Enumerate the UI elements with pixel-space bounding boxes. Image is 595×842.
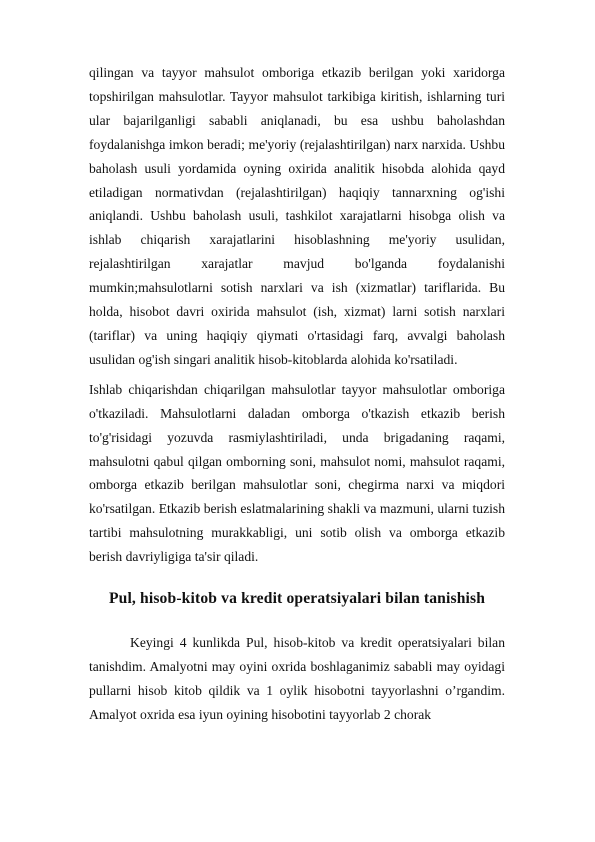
document-page	[89, 61, 505, 727]
body-paragraph-1: qilingan va tayyor mahsulot omboriga etkazib berilgan yoki xaridorga topshirilgan mahsulotlar. Tayyor mahsulot tarkibiga kiritish, ishlarning turi ular bajarilganligi sababli aniqlanadi, bu esa ushbu baholashdan foydalanishga imkon beradi; me'yoriy (rejalashtirilgan) narx narxida. Ushbu baholash usuli yordamida oyning oxirida analitik hisobda alohida qayd etiladigan normativdan (rejalashtirilgan) haqiqiy tannarxning og'ishi aniqlandi. Ushbu baholash usuli, tashkilot xarajatlarni hisobga olish va ishlab chiqarish xarajatlarini hisoblashning me'yoriy usulidan, rejalashtirilgan xarajatlar mavjud bo'lganda foydalanishi mumkin;mahsulotlarni sotish narxlari va ish (xizmatlar) tariflarida. Bu holda, hisobot davri oxirida mahsulot (ish, xizmat) larni sotish narxlari (tariflar) va uning haqiqiy qiymati o'rtasidagi farq, avvalgi baholash usulidan og'ish singari analitik hisob-kitoblarda alohida ko'rsatiladi.	[89, 65, 505, 367]
body-paragraph-2: Ishlab chiqarishdan chiqarilgan mahsulotlar tayyor mahsulotlar omboriga o'tkaziladi. Mahsulotlarni daladan omborga o'tkazish etkazib berish to'g'risidagi yozuvda rasmiylashtiriladi, unda brigadaning raqami, mahsulotni qabul qilgan omborning soni, mahsulot nomi, mahsulot raqami, omborga etkazib berilgan mahsulotlar soni, chegirma narxi va miqdori ko'rsatilgan. Etkazib berish eslatmalarining shakli va mazmuni, ularni tuzish tartibi mahsulotning murakkabligi, uni sotib olish va omborga etkazib berish davriyligiga ta'sir qiladi.	[89, 381, 505, 565]
section-paragraph: Keyingi 4 kunlikda Pul, hisob-kitob va kredit operatsiyalari bilan tanishdim. Amalyotni may oyini oxrida boshlaganimiz sababli may oyidagi pullarni hisob kitob qildik va 1 oylik hisobotni tayyorlashni o’rgandim. Amalyot oxrida esa iyun oyining hisobotini tayyorlab 2 chorak	[89, 635, 505, 722]
section-heading: Pul, hisob-kitob va kredit operatsiyalari bilan tanishish	[108, 590, 486, 608]
